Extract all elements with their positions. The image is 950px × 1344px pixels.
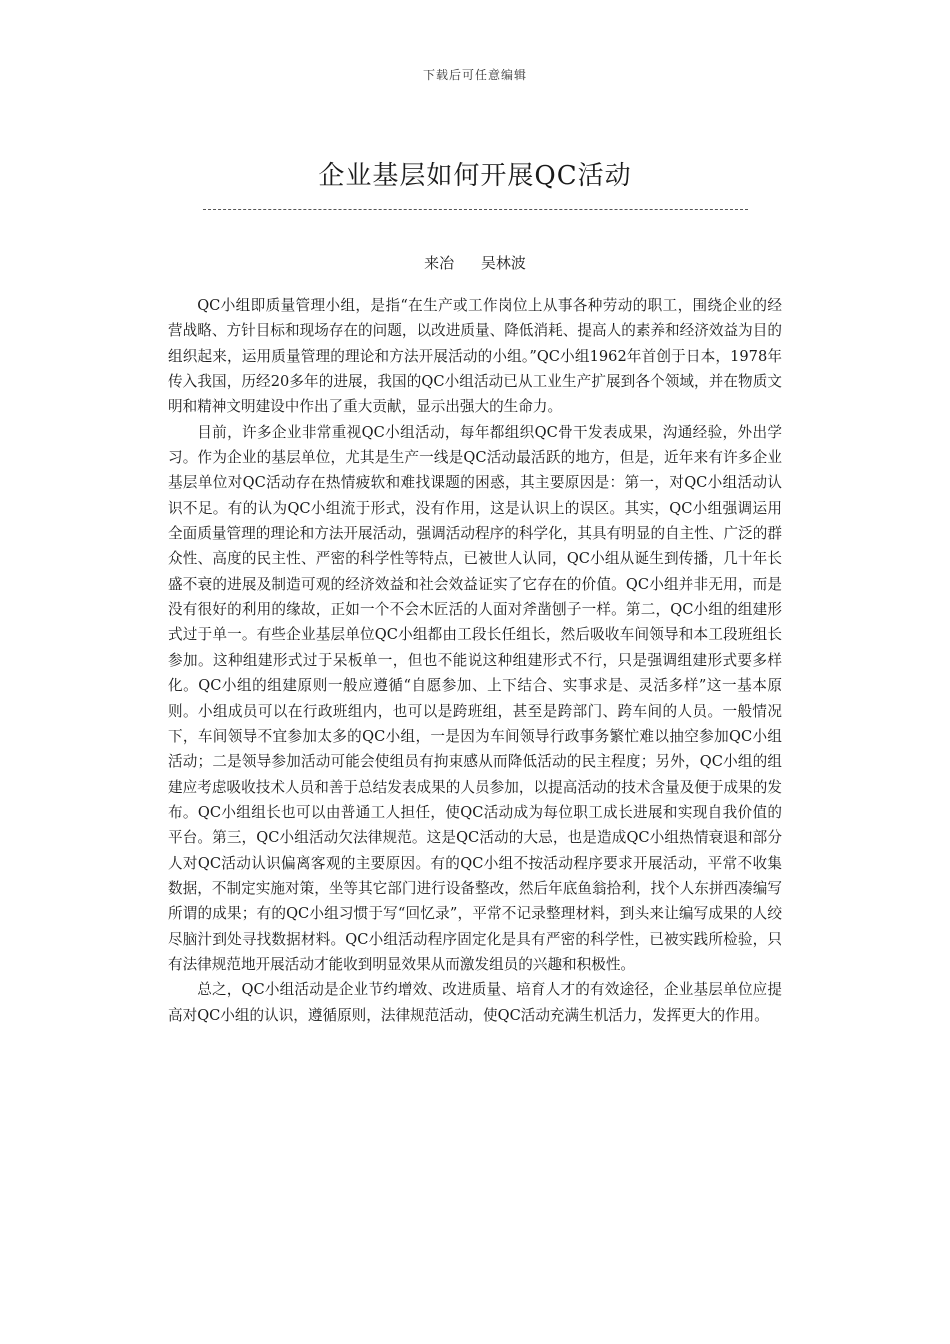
body-paragraph: 总之，QC小组活动是企业节约增效、改进质量、培育人才的有效途径，企业基层单位应提高对QC小组的认识，遵循原则，法律规范活动，使QC活动充满生机活力，发挥更大的作用。 xyxy=(168,981,782,1024)
author-name: 来冶 xyxy=(424,254,455,272)
page-header-note: 下载后可任意编辑 xyxy=(422,68,527,82)
author-line xyxy=(0,252,950,273)
body-paragraph: 目前，许多企业非常重视QC小组活动，每年都组织QC骨干发表成果，沟通经验，外出学习。作为企业的基层单位，尤其是生产一线是QC活动最活跃的地方，但是，近年来有许多企业基层单位对QC活动存在热情疲软和难找课题的困惑，其主要原因是：第一，对QC小组活动认识不足。有的认为QC小组流于形式，没有作用，这是认识上的误区。其实，QC小组强调运用全面质量管理的理论和方法开展活动，强调活动程序的科学化，其具有明显的自主性、广泛的群众性、高度的民主性、严密的科学性等特点，已被世人认同，QC小组从诞生到传播，几十年长盛不衰的进展及制造可观的经济效益和社会效益证实了它存在的价值。QC小组并非无用，而是没有很好的利用的缘故，正如一个不会木匠活的人面对斧凿刨子一样。第二，QC小组的组建形式过于单一。有些企业基层单位QC小组都由工段长任组长，然后吸收车间领导和本工段班组长参加。这种组建形式过于呆板单一，但也不能说这种组建形式不行，只是强调组建形式要多样化。QC小组的组建原则一般应遵循“自愿参加、上下结合、实事求是、灵活多样”这一基本原则。小组成员可以在行政班组内，也可以是跨班组，甚至是跨部门、跨车间的人员。一般情况下，车间领导不宜参加太多的QC小组，一是因为车间领导行政事务繁忙难以抽空参加QC小组活动；二是领导参加活动可能会使组员有拘束感从而降低活动的民主程度；另外，QC小组的组建应考虑吸收技术人员和善于总结发表成果的人员参加，以提高活动的技术含量及便于成果的发布。QC小组组长也可以由普通工人担任，使QC活动成为每位职工成长进展和实现自我价值的平台。第三，QC小组活动欠法律规范。这是QC活动的大忌，也是造成QC小组热情衰退和部分人对QC活动认识偏离客观的主要原因。有的QC小组不按活动程序要求开展活动，平常不收集数据，不制定实施对策，坐等其它部门进行设备整改，然后年底鱼翁拾利，找个人东拼西凑编写所谓的成果；有的QC小组习惯于写“回忆录”，平常不记录整理材料，到头来让编写成果的人绞尽脑汁到处寻找数据材料。QC小组活动程序固定化是具有严密的科学性，已被实践所检验，只有法律规范地开展活动才能收到明显效果从而激发组员的兴趣和积极性。 xyxy=(168,423,782,973)
body-paragraph: QC小组即质量管理小组，是指“在生产或工作岗位上从事各种劳动的职工，围绕企业的经营战略、方针目标和现场存在的问题，以改进质量、降低消耗、提高人的素养和经济效益为目的组织起来，运用质量管理的理论和方法开展活动的小组。”QC小组1962年首创于日本，1978年传入我国，历经20多年的进展，我国的QC小组活动已从工业生产扩展到各个领域，并在物质文明和精神文明建设中作出了重大贡献，显示出强大的生命力。 xyxy=(168,297,782,416)
author-name: 吴林波 xyxy=(480,254,526,272)
document-title: 企业基层如何开展QC活动 xyxy=(318,161,632,191)
article-body xyxy=(168,293,782,1028)
title-divider xyxy=(203,209,748,210)
